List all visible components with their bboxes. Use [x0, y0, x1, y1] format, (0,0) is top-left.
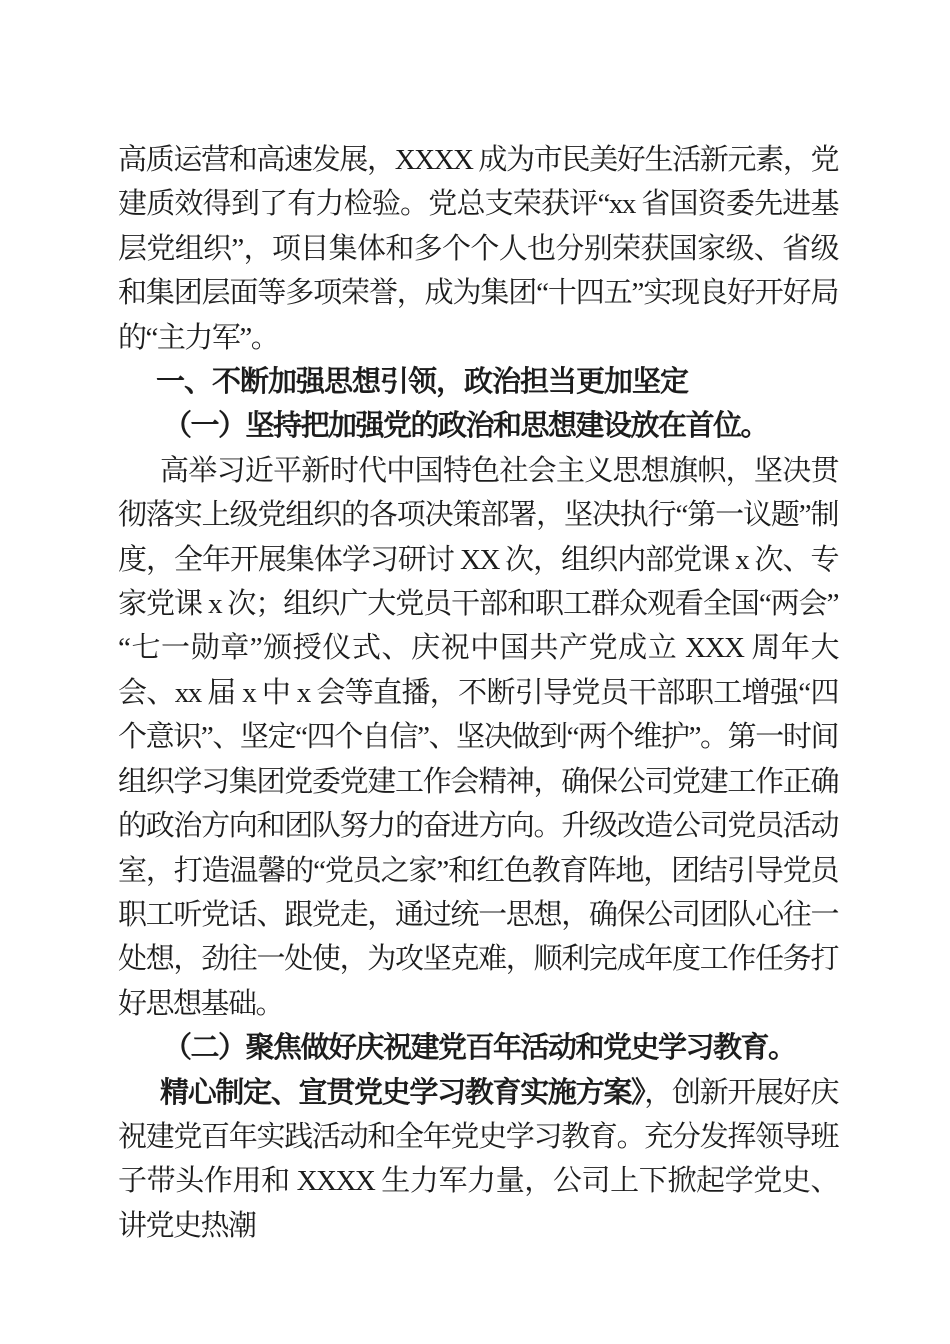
paragraph-section-1-1: 高举习近平新时代中国特色社会主义思想旗帜，坚决贯彻落实上级党组织的各项决策部署，坚决执行“第一议题”制度，全年开展集体学习研讨 XX 次，组织内部党课 x 次、专家党课 x 次；组织广大党员干部和职工群众观看全国“两会”“七一勋章”颁授仪式、庆祝中国共产党成立 XXX 周年大会、xx 届 x 中 x 会等直播，不断引导党员干部职工增强“四个意识”、坚定“四个自信”、坚决做到“两个维护”。第一时间组织学习集团党委党建工作会精神，确保公司党建工作正确的政治方向和团队努力的奋进方向。升级改造公司党员活动室，打造温馨的“党员之家”和红色教育阵地，团结引导党员职工听党话、跟党走，通过统一思想，确保公司团队心往一处想，劲往一处使，为攻坚克难，顺利完成年度工作任务打好思想基础。	[118, 454, 838, 1020]
document-body	[118, 138, 838, 1248]
subsection-heading-1-1: （一）坚持把加强党的政治和思想建设放在首位。	[163, 410, 769, 443]
subsection-heading-1-2: （二）聚焦做好庆祝建党百年活动和党史学习教育。	[163, 1032, 796, 1065]
paragraph-lead-rest: ，创新开展好庆祝建党百年实践活动和全年党史学习教育。充分发挥领导班子带头作用和 XXXX 生力军力量，公司上下掀起学党史、讲党史热潮	[118, 1076, 838, 1242]
paragraph-lead-phrase: 精心制定、宣贯党史学习教育实施方案》	[160, 1076, 645, 1109]
section-heading-1: 一、不断加强思想引领，政治担当更加坚定	[156, 366, 689, 399]
paragraph-continuation: 高质运营和高速发展，XXXX 成为市民美好生活新元素，党建质效得到了有力检验。党总支荣获评“xx 省国资委先进基层党组织”，项目集体和多个个人也分别荣获国家级、省级和集团层面等多项荣誉，成为集团“十四五”实现良好开好局的“主力军”。	[118, 144, 838, 354]
paragraph-section-1-2	[118, 1071, 838, 1249]
